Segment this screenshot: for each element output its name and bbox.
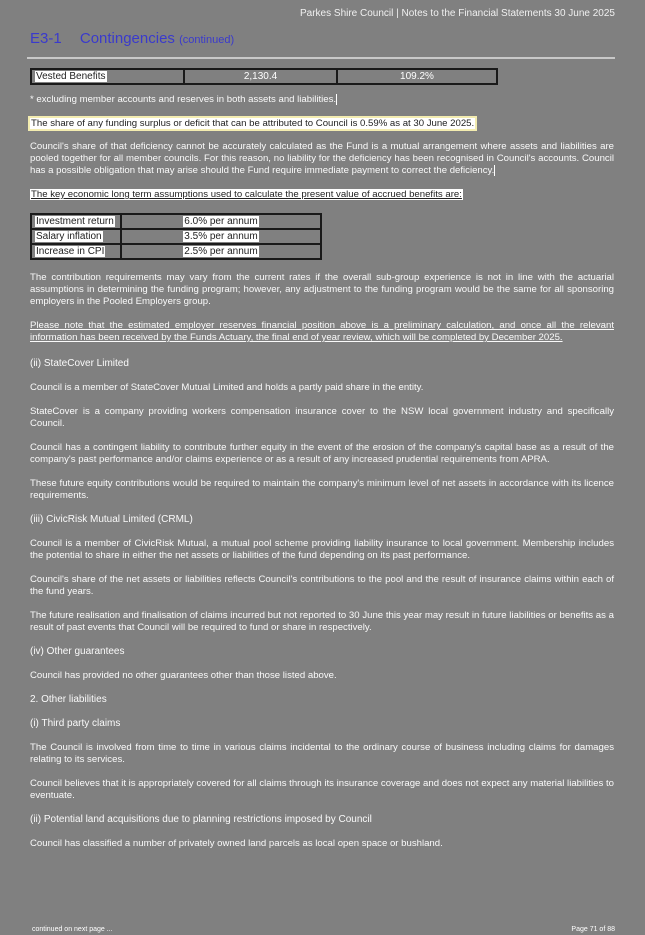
other-liabilities-heading: 2. Other liabilities xyxy=(30,694,107,706)
civicrisk-heading: (iii) CivicRisk Mutual Limited (CRML) xyxy=(30,514,193,526)
vested-percent-cell: 109.2% xyxy=(337,69,497,84)
assumption-value: 6.0% per annum xyxy=(121,214,321,229)
table-row xyxy=(31,244,321,259)
table-row xyxy=(31,229,321,244)
land-acq-p1: Council has classified a number of privately owned land parcels as local open space or bushland. xyxy=(30,838,443,850)
para-share-deficiency: Council's share of that deficiency cannot be accurately calculated as the Fund is a mutual arrangement where assets and liabilities are pooled together for all member councils. For this reason, no liability for the deficiency has been recognised in Council's accounts. Council has a possible obligation that may arise should the Fund require immediate payment to correct the deficiency. xyxy=(30,141,614,177)
vested-benefits-table xyxy=(30,68,498,85)
assumptions-table xyxy=(30,213,322,260)
section-suffix: (continued) xyxy=(179,34,235,46)
table-row xyxy=(31,69,497,84)
document-body xyxy=(30,68,614,862)
statecover-heading: (ii) StateCover Limited xyxy=(30,358,129,370)
para-note: Please note that the estimated employer reserves financial position above is a preliminary calculation, and once all the relevant information has been received by the Funds Actuary, the final end of year review, which will be completed by December 2025. xyxy=(30,320,614,344)
statecover-p2: StateCover is a company providing workers compensation insurance cover to the NSW local government industry and specifically Council. xyxy=(30,406,614,430)
running-header: Parkes Shire Council | Notes to the Financial Statements 30 June 2025 xyxy=(300,8,615,19)
third-party-p1: The Council is involved from time to time in various claims incidental to the ordinary course of business including claims for damages relating to its services. xyxy=(30,742,614,766)
assumption-value: 3.5% per annum xyxy=(121,229,321,244)
land-acq-heading: (ii) Potential land acquisitions due to planning restrictions imposed by Council xyxy=(30,814,372,826)
assumption-value: 2.5% per annum xyxy=(121,244,321,259)
note-excluding: * excluding member accounts and reserves in both assets and liabilities. xyxy=(30,94,337,106)
civicrisk-p3: The future realisation and finalisation of claims incurred but not reported to 30 June this year may result in future liabilities or benefits as a result of past events that Council will be required to fund or share in respectively. xyxy=(30,610,614,634)
para-contribution: The contribution requirements may vary from the current rates if the overall sub-group experience is not in line with the actuarial assumptions in determining the funding program; however, any adjustment to the funding program would be the same for all sponsoring employers in the Pooled Employers group. xyxy=(30,272,614,308)
title-divider xyxy=(27,57,615,59)
civicrisk-p2: Council's share of the net assets or liabilities reflects Council's contributions to the pool and the result of insurance claims within each of the fund years. xyxy=(30,574,614,598)
text-cursor xyxy=(494,165,495,176)
assumption-label: Salary inflation xyxy=(31,229,121,244)
third-party-p2: Council believes that it is appropriately covered for all claims through its insurance coverage and does not expect any material liabilities to eventuate. xyxy=(30,778,614,802)
section-name: Contingencies xyxy=(79,30,175,47)
assumption-label: Investment return xyxy=(31,214,121,229)
share-sentence: The share of any funding surplus or deficit that can be attributed to Council is 0.59% as at 30 June 2025. xyxy=(31,118,475,130)
other-guarantees-heading: (iv) Other guarantees xyxy=(30,646,125,658)
continued-note: continued on next page ... xyxy=(32,926,113,933)
vested-label-cell: Vested Benefits xyxy=(31,69,184,84)
table-row xyxy=(31,214,321,229)
statecover-p4: These future equity contributions would be required to maintain the company's minimum level of net assets in accordance with its licence requirements. xyxy=(30,478,614,502)
statecover-p1: Council is a member of StateCover Mutual Limited and holds a partly paid share in the entity. xyxy=(30,382,424,394)
section-title xyxy=(30,30,234,47)
assumptions-intro: The key economic long term assumptions used to calculate the present value of accrued benefits are: xyxy=(31,189,462,201)
text-cursor xyxy=(336,94,337,105)
section-number: E3-1 xyxy=(30,30,62,47)
civicrisk-p1: Council is a member of CivicRisk Mutual, a mutual pool scheme providing liability insurance to local government. Membership includes the potential to share in either the net assets or liabilities of the fund depending on its past performance. xyxy=(30,538,614,562)
statecover-p3: Council has a contingent liability to contribute further equity in the event of the erosion of the company's capital base as a result of the company's past performance and/or claims experience or as a result of any increased prudential requirements from APRA. xyxy=(30,442,614,466)
vested-amount-cell: 2,130.4 xyxy=(184,69,337,84)
assumption-label: Increase in CPI xyxy=(31,244,121,259)
third-party-heading: (i) Third party claims xyxy=(30,718,121,730)
page-number: Page 71 of 88 xyxy=(571,926,615,933)
other-guarantees-p1: Council has provided no other guarantees other than those listed above. xyxy=(30,670,337,682)
